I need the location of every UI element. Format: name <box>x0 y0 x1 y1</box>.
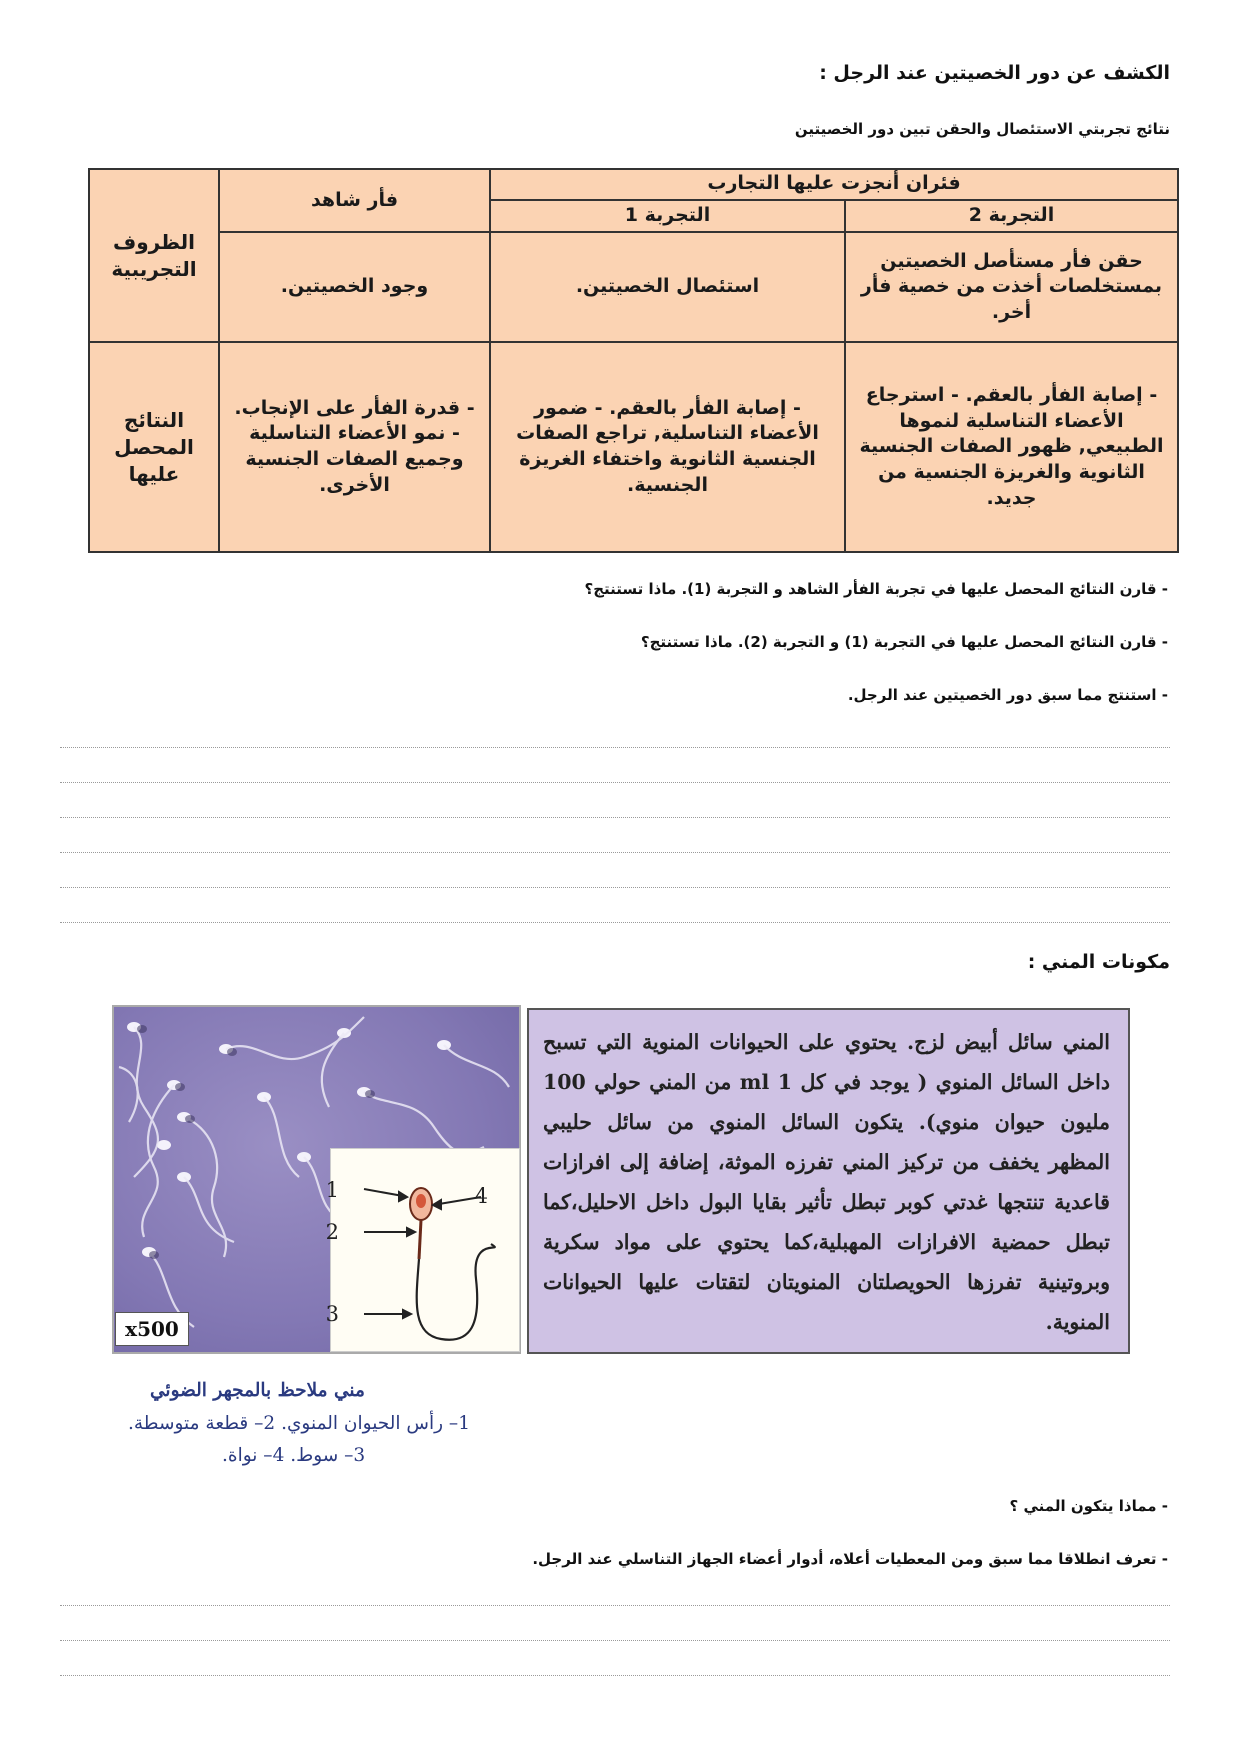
answer-line[interactable] <box>60 817 1170 818</box>
experiments-table <box>88 168 1179 553</box>
answer-line[interactable] <box>60 1640 1170 1641</box>
header-experiment-2: التجربة 2 <box>845 200 1178 233</box>
header-mice-experiments: فئران أنجزت عليها التجارب <box>490 169 1178 200</box>
answer-line[interactable] <box>60 1675 1170 1676</box>
answer-line[interactable] <box>60 1605 1170 1606</box>
row-label-conditions: الظروف التجريبية <box>89 169 219 342</box>
question-compare-exp1-exp2: - قارن النتائج المحصل عليها في التجربة (1) و التجربة (2). ماذا تستنتج؟ <box>640 633 1168 651</box>
conditions-experiment-2: حقن فأر مستأصل الخصيتين بمستخلصات أخذت من خصية فأر أخر. <box>845 232 1178 342</box>
question-compare-control-exp1: - قارن النتائج المحصل عليها في تجربة الفأر الشاهد و التجربة (1). ماذا تستنتج؟ <box>584 580 1168 598</box>
label-3: 3 <box>325 1302 339 1326</box>
answer-line[interactable] <box>60 852 1170 853</box>
label-2: 2 <box>325 1220 339 1244</box>
section-title-semen: مكونات المني : <box>1027 951 1170 973</box>
label-4: 4 <box>474 1184 488 1208</box>
header-control-mouse: فأر شاهد <box>219 169 490 232</box>
question-organs-roles: - تعرف انطلاقا مما سبق ومن المعطيات أعلاه، أدوار أعضاء الجهاز التناسلي عند الرجل. <box>532 1550 1168 1568</box>
answer-line[interactable] <box>60 782 1170 783</box>
section-title-testes-role: الكشف عن دور الخصيتين عند الرجل : <box>819 62 1170 84</box>
magnification-label: x500 <box>115 1312 189 1346</box>
figure-caption-line1: 1– رأس الحيوان المنوي. 2– قطعة متوسطة. <box>128 1413 470 1434</box>
results-experiment-1: - إصابة الفأر بالعقم. - ضمور الأعضاء التناسلية, تراجع الصفات الجنسية الثانوية واختفاء الغريزة الجنسية. <box>490 342 845 552</box>
section-subtitle: نتائج تجربتي الاستئصال والحقن تبين دور الخصيتين <box>794 120 1170 138</box>
row-label-results: النتائج المحصل عليها <box>89 342 219 552</box>
figure-caption-line2: 3– سوط. 4– نواة. <box>222 1445 366 1466</box>
conditions-experiment-1: استئصال الخصيتين. <box>490 232 845 342</box>
semen-description-box <box>527 1008 1130 1354</box>
header-experiment-1: التجربة 1 <box>490 200 845 233</box>
sperm-diagram-inset <box>325 1148 520 1352</box>
results-control: - قدرة الفأر على الإنجاب. - نمو الأعضاء التناسلية وجميع الصفات الجنسية الأخرى. <box>219 342 490 552</box>
figure-caption-title: مني ملاحظ بالمجهر الضوئي <box>150 1380 365 1401</box>
answer-line[interactable] <box>60 887 1170 888</box>
answer-line[interactable] <box>60 922 1170 923</box>
conditions-control: وجود الخصيتين. <box>219 232 490 342</box>
semen-description: المني سائل أبيض لزج. يحتوي على الحيوانات المنوية التي تسبح داخل السائل المنوي ( يوجد في كل 1 ml من المني حولي 100 مليون حيوان منوي). يتكون السائل المنوي من سائل حليبي المظهر يخفف من تركيز المني تفرزه الموثة، إضافة إلى افرازات قاعدية تنتجها غدتي كوبر تبطل تأثير بقايا البول داخل الاحليل،كما تبطل حمضية الافرازات المهبلية،كما يحتوي على مواد سكرية وبروتينية تفرزها الحويصلتان المنويتان لتقتات عليها الحيوانات المنوية. <box>543 1030 1111 1334</box>
label-1: 1 <box>325 1178 339 1202</box>
sperm-structure-diagram <box>325 1149 519 1351</box>
question-semen-composition: - مماذا يتكون المني ؟ <box>1009 1497 1168 1515</box>
results-experiment-2: - إصابة الفأر بالعقم. - استرجاع الأعضاء التناسلية لنموها الطبيعي, ظهور الصفات الجنسية الثانوية والغريزة الجنسية من جديد. <box>845 342 1178 552</box>
question-deduce-testes-role: - استنتج مما سبق دور الخصيتين عند الرجل. <box>847 686 1168 704</box>
answer-line[interactable] <box>60 747 1170 748</box>
